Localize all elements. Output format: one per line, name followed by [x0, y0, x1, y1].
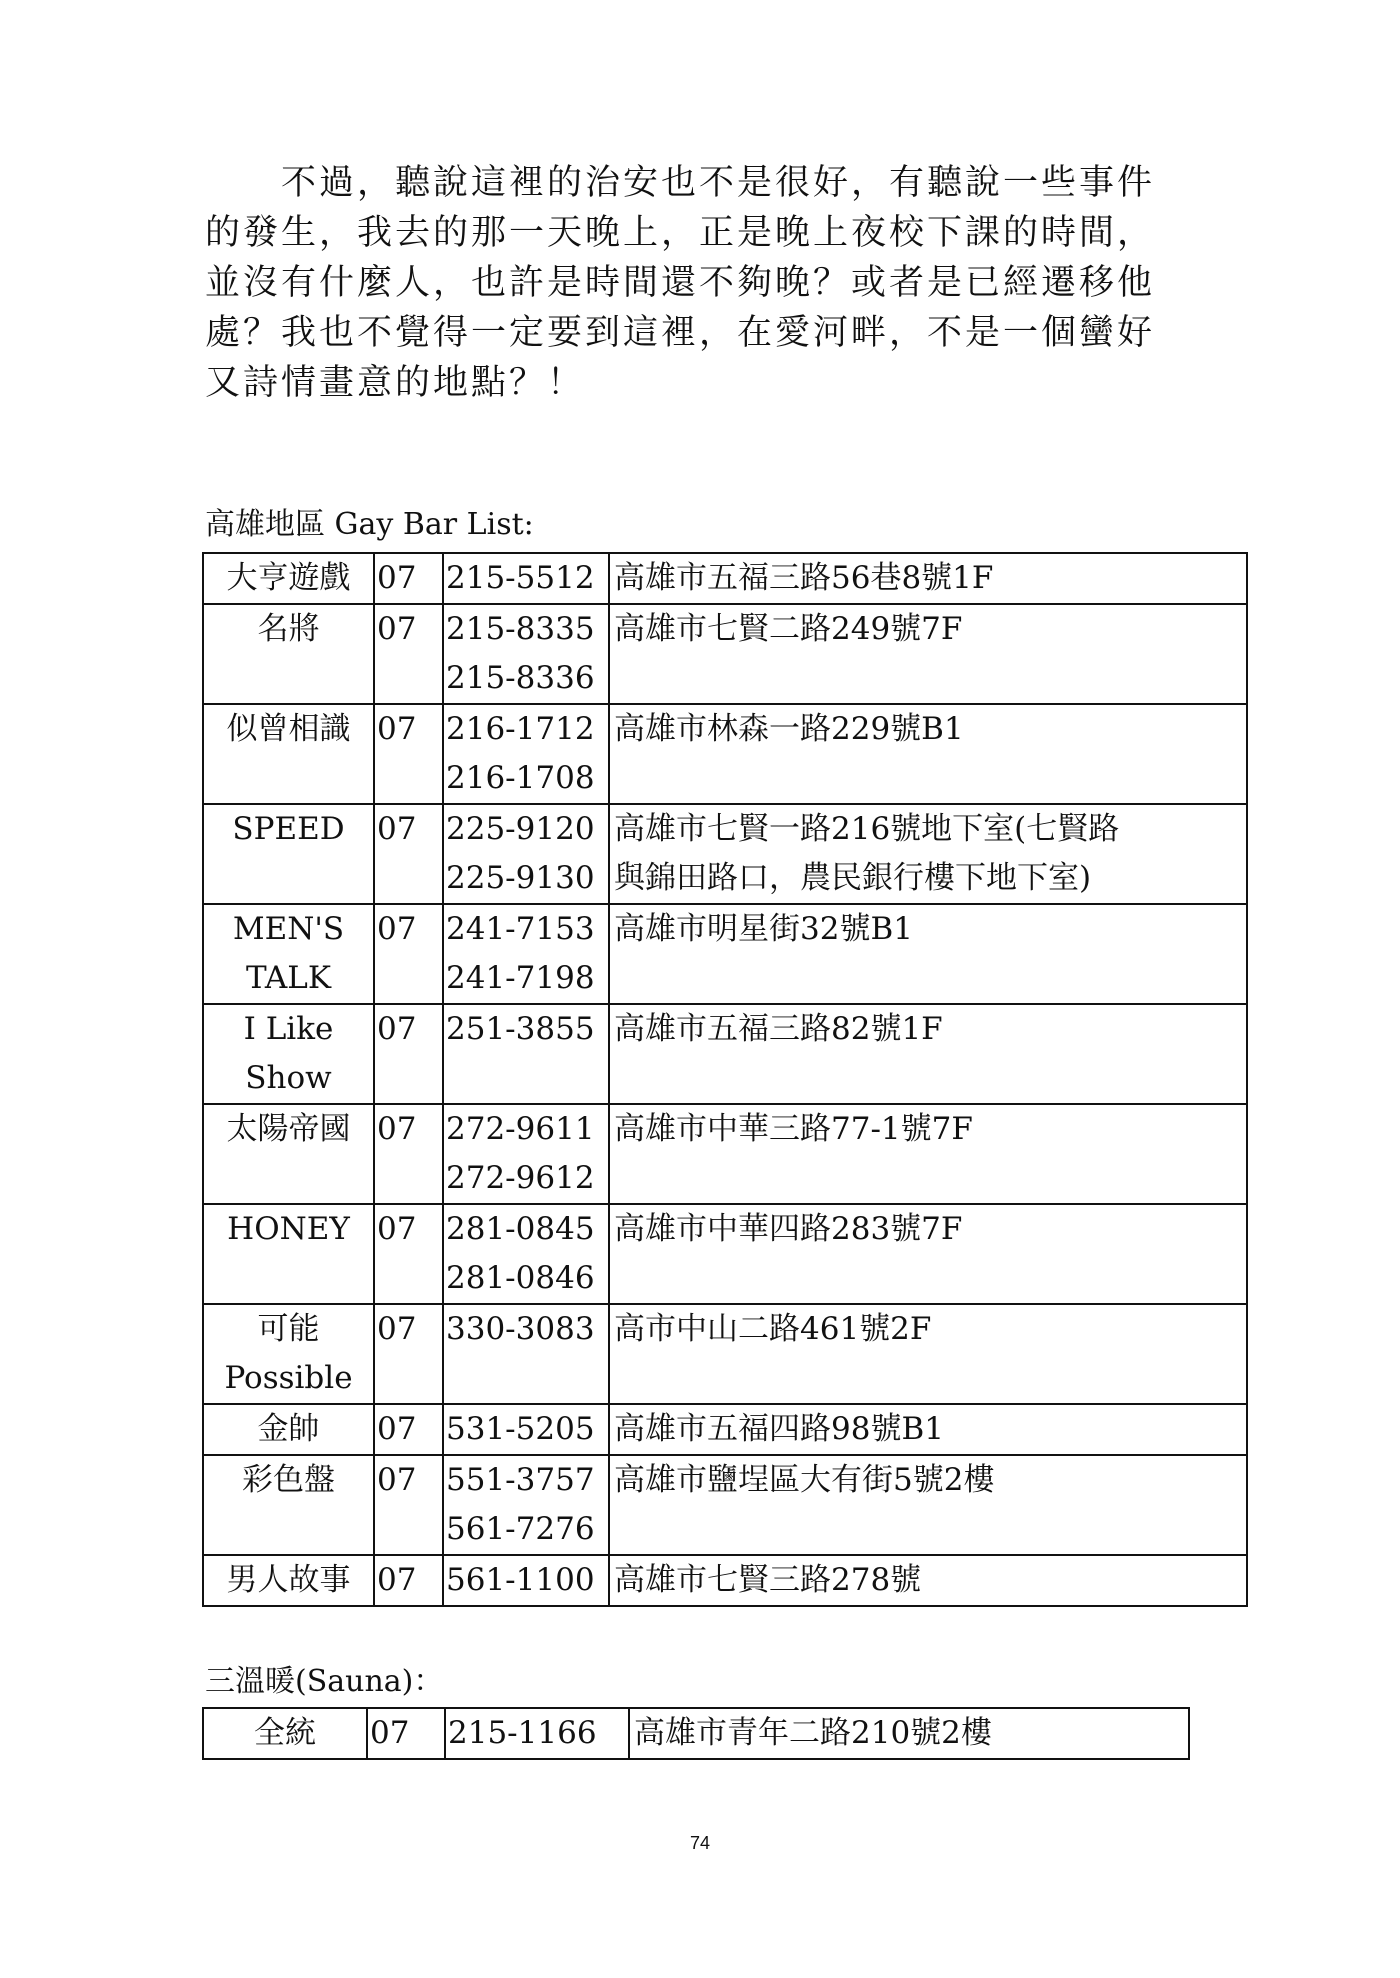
address-cell: [609, 1455, 1247, 1555]
area-code: 07: [377, 1562, 417, 1598]
venue-name-cell: [203, 804, 374, 904]
venue-name-cell: [203, 604, 374, 704]
area-code: 07: [377, 811, 417, 847]
gay-bar-table-body: [203, 553, 1247, 1606]
phone-cell: [443, 553, 609, 604]
address-cell: [609, 1204, 1247, 1304]
area-code: 07: [377, 560, 417, 596]
phone-cell: [443, 1104, 609, 1204]
venue-name: MEN'S: [232, 911, 345, 947]
paragraph-line: 處？我也不覺得一定要到這裡，在愛河畔，不是一個蠻好: [205, 313, 1156, 353]
address-line: 高雄市五福三路56巷8號1F: [614, 560, 994, 596]
venue-name: 男人故事: [226, 1562, 351, 1598]
address-line: 高雄市中華三路77-1號7F: [614, 1111, 973, 1147]
sauna-table-body: [203, 1708, 1189, 1759]
venue-name: 名將: [257, 611, 320, 647]
venue-name: SPEED: [232, 811, 345, 847]
address-line: 高雄市五福三路82號1F: [614, 1011, 943, 1047]
venue-name-cell: [203, 1204, 374, 1304]
address-cell: [609, 604, 1247, 704]
gay-bar-table: [202, 552, 1248, 1607]
venue-name: 彩色盤: [242, 1462, 335, 1498]
phone-number: 215-8335: [446, 611, 595, 647]
phone-number: 561-1100: [446, 1562, 595, 1598]
phone-cell: [443, 704, 609, 804]
phone-cell: [443, 1304, 609, 1404]
venue-name: 大亨遊戲: [226, 560, 351, 596]
area-code-cell: [374, 1404, 443, 1455]
area-code-cell: [374, 904, 443, 1004]
paragraph-line: 並沒有什麼人，也許是時間還不夠晚？或者是已經遷移他: [205, 263, 1156, 303]
venue-name-cell: [203, 1455, 374, 1555]
phone-number: 281-0845: [446, 1211, 595, 1247]
address-line: 高雄市中華四路283號7F: [614, 1211, 963, 1247]
page-number: 74: [689, 1833, 711, 1853]
address-cell: [609, 1104, 1247, 1204]
address-line: 高雄市七賢二路249號7F: [614, 611, 963, 647]
address-line: 高雄市鹽埕區大有街5號2樓: [614, 1462, 995, 1498]
phone-number: 225-9130: [446, 860, 595, 896]
venue-name: 太陽帝國: [226, 1111, 351, 1147]
address-cell: [629, 1708, 1189, 1759]
gay-bar-list-title: 高雄地區 Gay Bar List:: [205, 507, 534, 542]
address-line: 與錦田路口，農民銀行樓下地下室): [614, 860, 1092, 896]
table-row: [203, 553, 1247, 604]
phone-cell: [443, 1004, 609, 1104]
phone-number: 531-5205: [446, 1411, 595, 1447]
phone-number: 272-9611: [446, 1111, 595, 1147]
table-row: [203, 604, 1247, 704]
venue-name: 可能: [257, 1311, 320, 1347]
venue-name-cell: [203, 1004, 374, 1104]
phone-cell: [445, 1708, 629, 1759]
area-code: 07: [377, 1462, 417, 1498]
area-code: 07: [377, 911, 417, 947]
area-code-cell: [374, 1104, 443, 1204]
phone-number: 561-7276: [446, 1511, 595, 1547]
table-row: [203, 704, 1247, 804]
phone-cell: [443, 1204, 609, 1304]
address-cell: [609, 553, 1247, 604]
venue-name-cell: [203, 1304, 374, 1404]
phone-number: 241-7153: [446, 911, 595, 947]
paragraph-line: 不過，聽說這裡的治安也不是很好，有聽說一些事件: [205, 163, 1156, 203]
table-row: [203, 1555, 1247, 1606]
area-code-cell: [374, 1304, 443, 1404]
table-row: [203, 904, 1247, 1004]
address-cell: [609, 804, 1247, 904]
address-line: 高雄市青年二路210號2樓: [634, 1715, 992, 1751]
address-cell: [609, 904, 1247, 1004]
area-code-cell: [374, 1204, 443, 1304]
phone-cell: [443, 604, 609, 704]
area-code-cell: [374, 604, 443, 704]
body-paragraph: [205, 158, 1205, 408]
phone-number: 272-9612: [446, 1160, 595, 1196]
venue-name: Possible: [224, 1360, 353, 1396]
area-code: 07: [377, 1211, 417, 1247]
area-code: 07: [377, 611, 417, 647]
address-line: 高雄市七賢一路216號地下室(七賢路: [614, 811, 1120, 847]
phone-number: 281-0846: [446, 1260, 595, 1296]
phone-number: 215-5512: [446, 560, 595, 596]
venue-name: I Like: [243, 1011, 334, 1047]
area-code-cell: [374, 553, 443, 604]
area-code-cell: [367, 1708, 445, 1759]
address-cell: [609, 1555, 1247, 1606]
address-line: 高雄市明星街32號B1: [614, 911, 913, 947]
phone-number: 215-8336: [446, 660, 595, 696]
phone-number: 551-3757: [446, 1462, 595, 1498]
address-cell: [609, 1004, 1247, 1104]
venue-name: 似曾相識: [226, 711, 351, 747]
venue-name-cell: [203, 1104, 374, 1204]
table-row: [203, 804, 1247, 904]
address-cell: [609, 1304, 1247, 1404]
area-code: 07: [370, 1715, 410, 1751]
table-row: [203, 1404, 1247, 1455]
phone-cell: [443, 804, 609, 904]
address-line: 高雄市七賢三路278號: [614, 1562, 922, 1598]
venue-name-cell: [203, 904, 374, 1004]
venue-name: HONEY: [227, 1211, 350, 1247]
area-code-cell: [374, 704, 443, 804]
area-code: 07: [377, 1011, 417, 1047]
table-row: [203, 1455, 1247, 1555]
venue-name-cell: [203, 1708, 367, 1759]
area-code: 07: [377, 711, 417, 747]
phone-number: 330-3083: [446, 1311, 595, 1347]
venue-name-cell: [203, 704, 374, 804]
paragraph-line: 的發生，我去的那一天晚上，正是晚上夜校下課的時間，: [205, 213, 1156, 253]
area-code: 07: [377, 1411, 417, 1447]
venue-name: 全統: [254, 1715, 316, 1751]
address-cell: [609, 704, 1247, 804]
venue-name-cell: [203, 553, 374, 604]
table-row: [203, 1104, 1247, 1204]
area-code: 07: [377, 1111, 417, 1147]
table-row: [203, 1708, 1189, 1759]
sauna-list-title: 三溫暖(Sauna)：: [205, 1664, 444, 1699]
table-row: [203, 1304, 1247, 1404]
address-line: 高雄市五福四路98號B1: [614, 1411, 944, 1447]
area-code: 07: [377, 1311, 417, 1347]
venue-name-cell: [203, 1404, 374, 1455]
table-row: [203, 1204, 1247, 1304]
table-row: [203, 1004, 1247, 1104]
venue-name: Show: [245, 1060, 332, 1096]
area-code-cell: [374, 1004, 443, 1104]
phone-number: 241-7198: [446, 960, 595, 996]
phone-number: 216-1712: [446, 711, 595, 747]
phone-cell: [443, 1404, 609, 1455]
area-code-cell: [374, 804, 443, 904]
phone-number: 225-9120: [446, 811, 595, 847]
address-line: 高雄市林森一路229號B1: [614, 711, 964, 747]
phone-number: 251-3855: [446, 1011, 595, 1047]
venue-name: 金帥: [257, 1411, 320, 1447]
address-line: 高市中山二路461號2F: [614, 1311, 932, 1347]
venue-name-cell: [203, 1555, 374, 1606]
area-code-cell: [374, 1555, 443, 1606]
address-cell: [609, 1404, 1247, 1455]
paragraph-line: 又詩情畫意的地點？！: [205, 363, 586, 403]
venue-name: TALK: [245, 960, 332, 996]
sauna-table: [202, 1707, 1190, 1760]
phone-number: 215-1166: [448, 1715, 597, 1751]
phone-cell: [443, 1455, 609, 1555]
area-code-cell: [374, 1455, 443, 1555]
phone-number: 216-1708: [446, 760, 595, 796]
phone-cell: [443, 904, 609, 1004]
phone-cell: [443, 1555, 609, 1606]
